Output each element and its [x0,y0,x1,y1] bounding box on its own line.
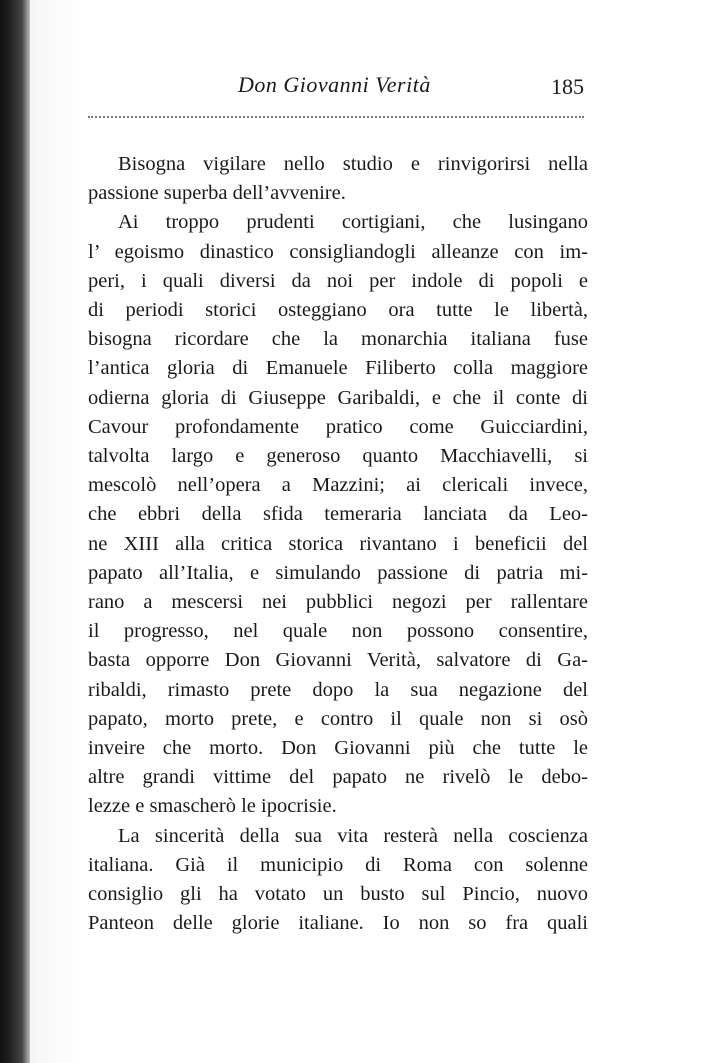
paragraph-3 [88,822,588,939]
text-line: peri, i quali diversi da noi per indole di popoli e [88,269,588,292]
text-line: che ebbri della sfida temeraria lanciata da Leo- [88,503,588,526]
text-line: ne XIII alla critica storica rivantano i beneficii del [88,532,588,555]
text-line: Ai troppo prudenti cortigiani, che lusingano [118,211,588,234]
paragraph-1 [88,150,588,208]
text-line: l’antica gloria di Emanuele Filiberto colla maggiore [88,357,588,380]
page-binding-shadow [0,0,30,1063]
text-line: odierna gloria di Giuseppe Garibaldi, e che il conte di [88,386,588,409]
header-dotted-rule [88,116,584,118]
text-line: Cavour profondamente pratico come Guicciardini, [88,415,588,438]
text-line: di periodi storici osteggiano ora tutte le libertà, [88,299,588,322]
text-line: passione superba dell’avvenire. [88,182,346,205]
body-text [88,150,588,938]
text-line: papato all’Italia, e simulando passione di patria mi- [88,561,588,584]
text-line: l’ egoismo dinastico consigliandogli alleanze con im- [88,240,588,263]
text-line: La sincerità della sua vita resterà nella coscienza [118,824,588,847]
text-line: papato, morto prete, e contro il quale non si osò [88,707,588,730]
paragraph-2 [88,208,588,821]
text-line: bisogna ricordare che la monarchia italiana fuse [88,328,588,351]
page-number: 185 [551,74,584,99]
text-line: consiglio gli ha votato un busto sul Pincio, nuovo [88,883,588,906]
text-line: rano a mescersi nei pubblici negozi per rallentare [88,591,588,614]
text-line: talvolta largo e generoso quanto Macchiavelli, si [88,445,588,468]
running-head [88,70,584,106]
text-line: lezze e smascherò le ipocrisie. [88,795,337,818]
text-line: ribaldi, rimasto prete dopo la sua negazione del [88,678,588,701]
text-line: altre grandi vittime del papato ne rivelò le debo- [88,766,588,789]
text-line: Bisogna vigilare nello studio e rinvigorirsi nella [118,153,588,175]
text-line: Panteon delle glorie italiane. Io non so fra quali [88,912,588,935]
running-head-title: Don Giovanni Verità [238,72,431,97]
text-line: inveire che morto. Don Giovanni più che tutte le [88,737,588,760]
text-line: basta opporre Don Giovanni Verità, salvatore di Ga- [88,649,588,672]
text-line: il progresso, nel quale non possono consentire, [88,620,588,643]
text-line: mescolò nell’opera a Mazzini; ai clericali invece, [88,474,588,497]
text-line: italiana. Già il municipio di Roma con solenne [88,853,588,876]
